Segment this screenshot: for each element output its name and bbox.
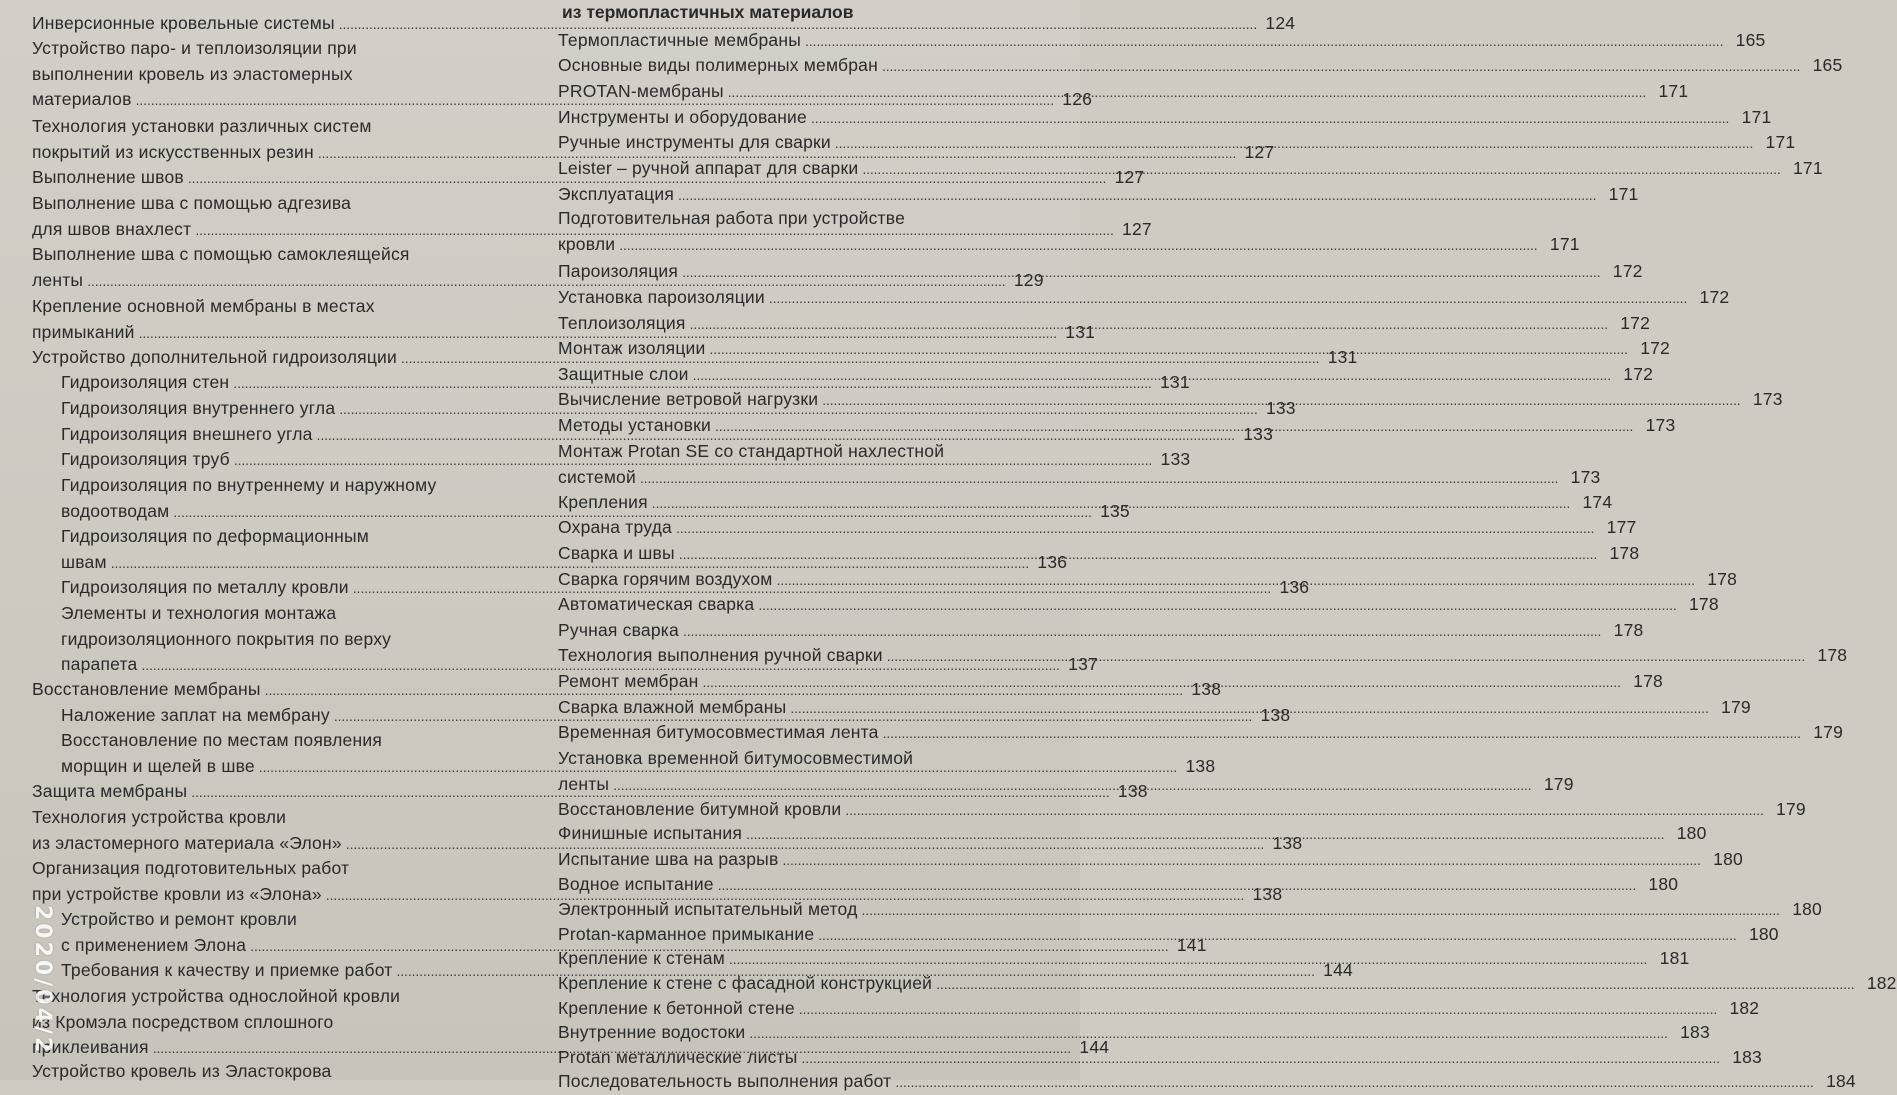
toc-page-number: 138 <box>1191 679 1222 699</box>
toc-page-number: 171 <box>1765 132 1796 152</box>
toc-page-number: 180 <box>1748 924 1779 944</box>
toc-page-number: 178 <box>1817 645 1848 665</box>
toc-entry-title: Крепление к бетонной стене <box>558 998 795 1018</box>
toc-page-number: 182 <box>1729 998 1760 1018</box>
toc-entry-title: Эксплуатация <box>558 184 674 204</box>
toc-entry <box>558 719 1844 745</box>
toc-page-number: 180 <box>1648 874 1679 894</box>
toc-entry <box>558 514 1637 540</box>
toc-entry-title: из Кромэла посредством сплошного <box>32 1011 334 1032</box>
toc-page-number: 141 <box>1176 934 1207 955</box>
toc-page-number: 179 <box>1813 722 1844 742</box>
toc-entry-title: для швов внахлест <box>32 218 192 239</box>
toc-page-number: 174 <box>1582 492 1613 512</box>
toc-page-number: 180 <box>1792 899 1822 919</box>
toc-entry-title: Внутренние водостоки <box>558 1022 746 1042</box>
dot-leader <box>710 335 1626 362</box>
toc-page-number: 138 <box>1117 781 1148 801</box>
toc-entry-title: Охрана труда <box>558 517 672 537</box>
toc-entry-title: Выполнение шва с помощью адгезива <box>32 193 352 213</box>
toc-entry-title: морщин и щелей в шве <box>61 755 255 776</box>
toc-entry-title: Теплоизоляция <box>558 313 686 333</box>
toc-page-number: 138 <box>1272 832 1303 853</box>
toc-entry <box>558 591 1719 617</box>
toc-entry-title: Пароизоляция <box>558 261 679 281</box>
toc-entry-title: водоотводам <box>61 500 170 521</box>
toc-entry-title: покрытий из искусственных резин <box>32 141 314 162</box>
toc-entry-title: Элементы и технология монтажа <box>61 603 337 623</box>
toc-entry-title: Выполнение шва с помощью самоклеящейся <box>32 244 410 264</box>
toc-entry <box>558 995 1760 1021</box>
toc-entry-title: кровли <box>558 233 616 254</box>
dot-leader <box>845 796 1761 823</box>
toc-page-number: 183 <box>1732 1047 1762 1067</box>
toc-entry <box>558 540 1640 566</box>
toc-entry-title: Инструменты и оборудование <box>558 107 807 127</box>
toc-page-number: 137 <box>1068 654 1098 675</box>
dot-leader <box>887 642 1803 669</box>
toc-entry-title: Подготовительная работа при устройстве <box>558 208 905 228</box>
toc-page-number: 179 <box>1721 697 1751 717</box>
dot-leader <box>728 78 1644 105</box>
dot-leader <box>862 896 1778 923</box>
toc-entry <box>558 1019 1710 1045</box>
toc-page-number: 172 <box>1623 364 1654 384</box>
toc-entry <box>558 617 1644 643</box>
toc-entry <box>558 104 1772 130</box>
toc-page-number: 172 <box>1640 338 1670 358</box>
toc-entry-title: Испытание шва на разрыв <box>558 849 779 869</box>
toc-page-number: 172 <box>1612 261 1643 281</box>
dot-leader <box>799 995 1715 1022</box>
toc-entry-title: Электронный испытательный метод <box>558 899 858 919</box>
dot-leader <box>640 464 1556 491</box>
toc-entry-title: Крепление к стенам <box>558 948 725 968</box>
toc-entry-title: Методы установки <box>558 415 711 435</box>
toc-page-number: 138 <box>1252 883 1283 904</box>
toc-entry-title: Водное испытание <box>558 874 714 894</box>
toc-page-number: 144 <box>1323 960 1353 980</box>
toc-entry <box>558 27 1766 53</box>
toc-page-number: 129 <box>1013 269 1044 290</box>
toc-page-number: 138 <box>1185 755 1216 776</box>
toc-entry <box>558 1068 1856 1094</box>
dot-leader <box>811 104 1727 131</box>
toc-page-number: 173 <box>1645 415 1676 435</box>
toc-entry-title: Гидроизоляция труб <box>61 449 230 469</box>
dot-leader <box>718 871 1634 898</box>
toc-entry <box>558 896 1822 922</box>
toc-page-number: 171 <box>1741 107 1772 127</box>
toc-entry <box>558 181 1639 207</box>
toc-entry-title: Гидроизоляция внутреннего угла <box>61 398 336 418</box>
toc-entry-title: Устройство кровель из Эластокрова <box>32 1061 332 1081</box>
toc-page-number: 180 <box>1676 823 1707 843</box>
dot-leader <box>683 617 1599 644</box>
toc-page-number: 177 <box>1606 517 1637 537</box>
toc-page-number: 183 <box>1680 1022 1710 1042</box>
toc-entry-title: Ремонт мембран <box>558 671 699 691</box>
toc-entry <box>558 284 1730 310</box>
dot-leader <box>777 566 1693 593</box>
toc-page-number: 124 <box>1265 13 1296 33</box>
toc-entry-title: Восстановление битумной кровли <box>558 799 842 819</box>
toc-page-number: 171 <box>1608 184 1639 204</box>
toc-entry-title: при устройстве кровли из «Элона» <box>32 883 322 904</box>
toc-page-number: 181 <box>1659 948 1690 968</box>
toc-entry-title: Восстановление по местам появления <box>61 730 382 750</box>
toc-page-number: 171 <box>1549 233 1580 254</box>
toc-page-number: 133 <box>1160 449 1191 469</box>
toc-entry-title: выполнении кровель из эластомерных <box>32 63 353 84</box>
dot-leader <box>619 231 1535 258</box>
toc-entry-title: Технология выполнения ручной сварки <box>558 645 883 665</box>
toc-entry <box>558 52 1843 78</box>
dot-leader <box>613 771 1529 798</box>
toc-entry-title: ленты <box>32 269 84 290</box>
toc-page-number: 178 <box>1707 569 1738 589</box>
dot-leader <box>682 258 1598 285</box>
toc-entry-title: Гидроизоляция внешнего угла <box>61 424 313 444</box>
toc-entry-title: Protan-карманное примыкание <box>558 924 815 944</box>
toc-page-number: 184 <box>1826 1071 1856 1091</box>
dot-leader <box>805 27 1721 54</box>
toc-page-number: 127 <box>1114 167 1145 187</box>
toc-page-number: 127 <box>1122 218 1152 239</box>
toc-page-number: 172 <box>1620 313 1651 333</box>
toc-page-number: 165 <box>1735 30 1766 50</box>
toc-entry-title: приклеивания <box>32 1037 149 1058</box>
toc-page-number: 133 <box>1265 398 1296 418</box>
toc-page-number: 135 <box>1100 500 1130 521</box>
toc-page-number: 179 <box>1776 799 1806 819</box>
dot-leader <box>883 719 1799 746</box>
toc-entry-title: Гидроизоляция стен <box>61 372 230 392</box>
toc-entry-title: Устройство паро- и теплоизоляции при <box>32 38 357 58</box>
toc-entry-title: Организация подготовительных работ <box>32 858 350 878</box>
toc-page-number: 144 <box>1079 1037 1110 1058</box>
toc-entry-title: Ручные инструменты для сварки <box>558 132 831 152</box>
toc-page-number: 172 <box>1699 287 1730 307</box>
toc-page-number: 126 <box>1062 89 1093 110</box>
toc-entry-title: Технология установки различных систем <box>32 116 372 136</box>
toc-entry-title: Выполнение швов <box>32 167 184 187</box>
toc-entry-title: швам <box>61 551 107 572</box>
dot-leader <box>936 970 1852 997</box>
date-stamp: 2020/04/2 <box>30 905 55 1056</box>
toc-entry-title: Требования к качеству и приемке работ <box>61 960 393 980</box>
toc-entry-title: Термопластичные мембраны <box>558 30 801 50</box>
toc-entry-title: Сварка и швы <box>558 543 675 563</box>
toc-entry-title: Основные виды полимерных мембран <box>558 55 878 75</box>
toc-entry-title: Ручная сварка <box>558 620 679 640</box>
dot-leader <box>703 668 1619 695</box>
dot-leader <box>790 694 1706 721</box>
toc-page-number: 131 <box>1327 347 1358 367</box>
toc-entry-title: Монтаж изоляции <box>558 338 706 358</box>
dot-leader <box>882 52 1798 79</box>
dot-leader <box>862 155 1778 182</box>
dot-leader <box>822 386 1738 413</box>
toc-entry-title: Защита мембраны <box>32 781 188 801</box>
toc-entry-title: Гидроизоляция по деформационным <box>61 526 370 546</box>
toc-entry-title: Финишные испытания <box>558 823 743 843</box>
dot-leader <box>690 310 1606 337</box>
toc-entry-title: Leister – ручной аппарат для сварки <box>558 158 859 178</box>
toc-entry-title: Инверсионные кровельные системы <box>32 13 335 33</box>
toc-entry-title: Сварка горячим воздухом <box>558 569 773 589</box>
toc-page-number: 136 <box>1279 577 1310 597</box>
toc-entry-title: Автоматическая сварка <box>558 594 755 614</box>
toc-page-number: 138 <box>1260 705 1291 725</box>
toc-entry-title: ленты <box>558 773 610 794</box>
dot-leader <box>715 412 1631 439</box>
toc-entry-title: системой <box>558 466 636 487</box>
section-heading: из термопластичных материалов <box>562 2 854 22</box>
toc-page-number: 178 <box>1609 543 1640 563</box>
toc-entry-title: Вычисление ветровой нагрузки <box>558 389 819 409</box>
toc-page-number: 165 <box>1812 55 1843 75</box>
toc-entry-title: Установка пароизоляции <box>558 287 765 307</box>
dot-leader <box>652 489 1568 516</box>
toc-entry-title: с применением Элона <box>61 934 247 955</box>
dot-leader <box>758 591 1674 618</box>
dot-leader <box>729 945 1645 972</box>
dot-leader <box>679 540 1595 567</box>
toc-entry-title: Монтаж Protan SE со стандартной нахлестной <box>558 441 945 461</box>
toc-page-number: 136 <box>1037 551 1068 572</box>
toc-page-number: 133 <box>1243 424 1274 444</box>
toc-entry-title: Временная битумосовместимая лента <box>558 722 879 742</box>
dot-leader <box>782 846 1698 873</box>
dot-leader <box>746 820 1662 847</box>
toc-entry-title: Защитные слои <box>558 364 689 384</box>
dot-leader <box>835 129 1751 156</box>
toc-entry-title: Гидроизоляция по металлу кровли <box>61 577 349 597</box>
toc-page-number: 131 <box>1159 372 1190 392</box>
toc-entry-title: Последовательность выполнения работ <box>558 1071 892 1091</box>
toc-page-number: 182 <box>1866 973 1897 993</box>
toc-entry-title: Крепление основной мембраны в местах <box>32 296 375 316</box>
toc-entry-title: PROTAN-мембраны <box>558 81 724 101</box>
toc-entry-title: Технология устройства однослойной кровли <box>32 986 401 1006</box>
toc-entry-title: Крепление к стене с фасадной конструкцией <box>558 973 933 993</box>
dot-leader <box>678 181 1594 208</box>
dot-leader <box>802 1044 1718 1071</box>
toc-entry <box>558 846 1743 872</box>
toc-entry <box>558 258 1643 284</box>
dot-leader <box>769 284 1685 311</box>
toc-entry-title: Крепления <box>558 492 648 512</box>
dot-leader <box>818 921 1734 948</box>
dot-leader <box>895 1068 1811 1095</box>
dot-leader <box>749 1019 1665 1046</box>
toc-page-number: 171 <box>1792 158 1823 178</box>
toc-page-number: 178 <box>1633 671 1663 691</box>
toc-page-number: 131 <box>1065 321 1096 342</box>
toc-entry-title: Установка временной битумосовместимой <box>558 748 914 768</box>
toc-page-number: 173 <box>1570 466 1601 487</box>
toc-entry-title: Восстановление мембраны <box>32 679 261 699</box>
toc-entry-title: Protan металлические листы <box>558 1047 798 1067</box>
dot-leader <box>676 514 1592 541</box>
toc-page-number: 173 <box>1752 389 1783 409</box>
toc-page-number: 178 <box>1613 620 1644 640</box>
toc-entry <box>32 1058 522 1084</box>
toc-page-number: 178 <box>1688 594 1719 614</box>
toc-entry-title: Наложение заплат на мембрану <box>61 705 330 725</box>
toc-page-number: 179 <box>1543 773 1574 794</box>
toc-entry-title: Сварка влажной мембраны <box>558 697 787 717</box>
dot-leader <box>693 361 1609 388</box>
toc-entry-title: материалов <box>32 89 132 110</box>
toc-entry-title: Устройство и ремонт кровли <box>61 909 298 929</box>
toc-entry-title: Гидроизоляция по внутреннему и наружному <box>61 475 437 495</box>
toc-entry-title: из эластомерного материала «Элон» <box>32 832 342 853</box>
toc-entry-title: гидроизоляционного покрытия по верху <box>61 628 392 649</box>
toc-page-number: 180 <box>1713 849 1743 869</box>
toc-entry-title: Технология устройства кровли <box>32 807 287 827</box>
toc-page-number: 127 <box>1244 141 1275 162</box>
toc-entry-title: парапета <box>61 654 138 675</box>
toc-entry-title: примыканий <box>32 321 135 342</box>
toc-entry <box>558 796 1806 822</box>
toc-page-number: 171 <box>1658 81 1689 101</box>
toc-entry-title: Устройство дополнительной гидроизоляции <box>32 347 398 367</box>
